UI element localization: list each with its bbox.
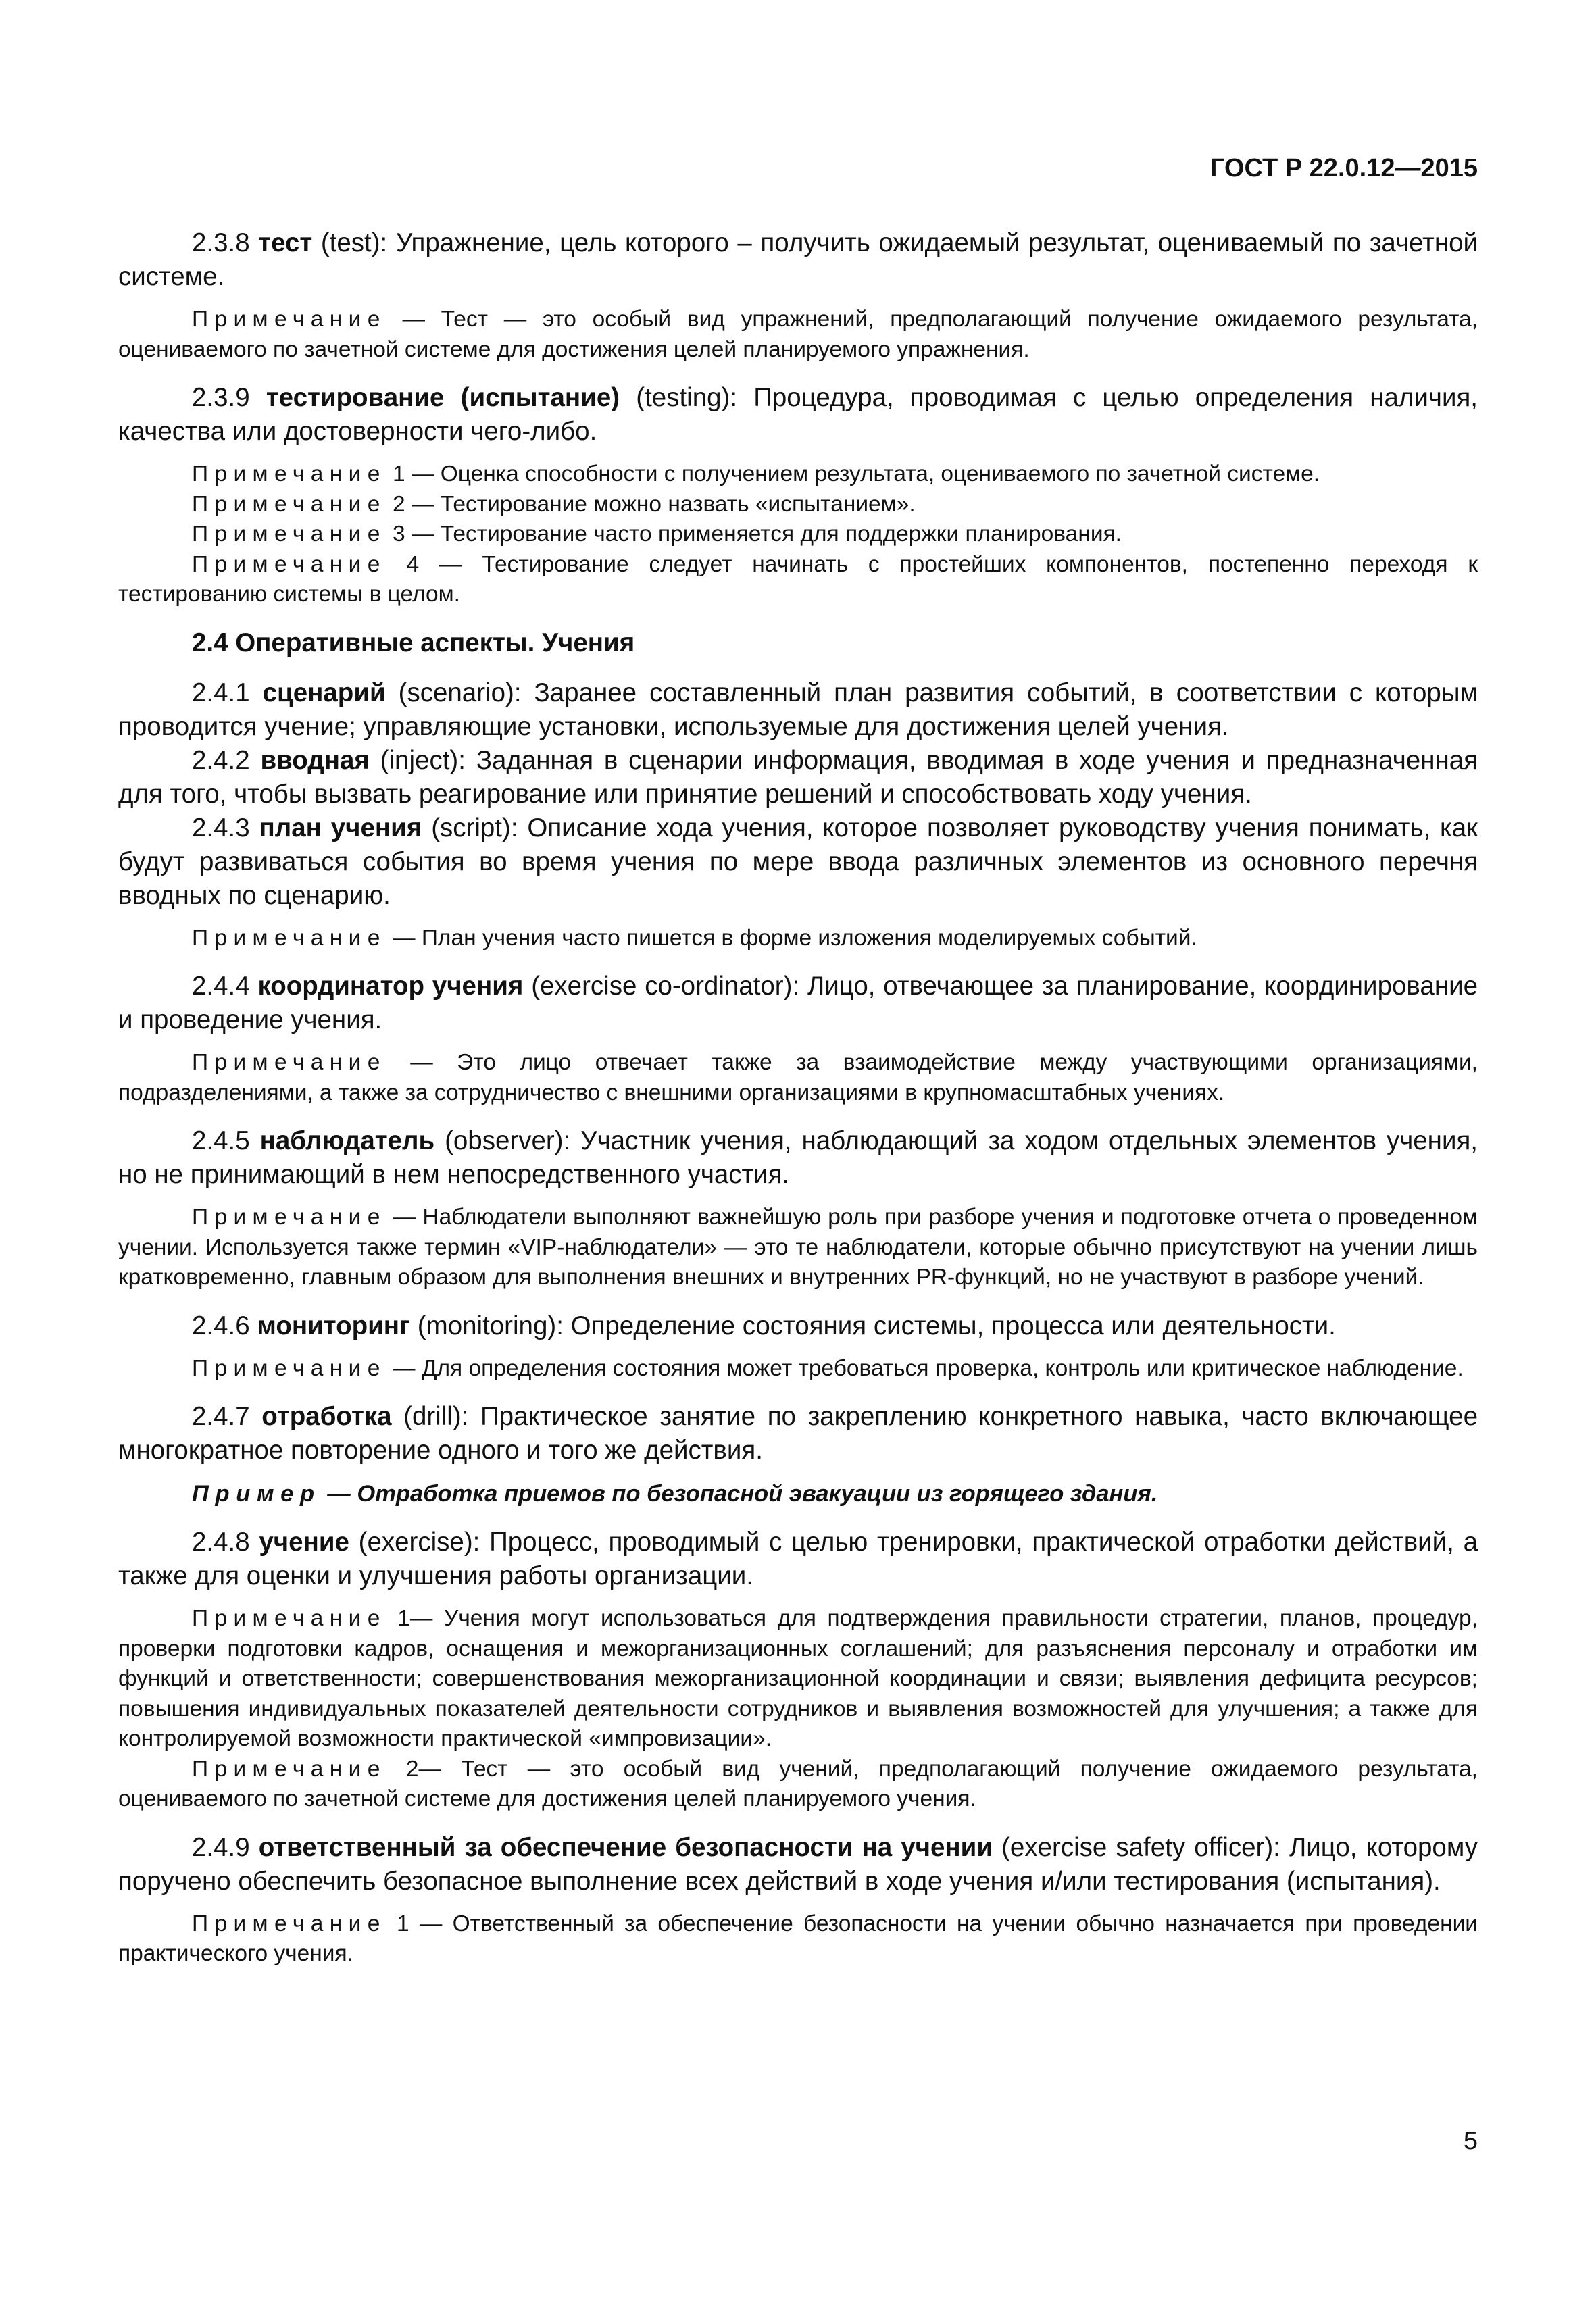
document-code: ГОСТ Р 22.0.12—2015 (1210, 154, 1478, 182)
term-2-4-8: 2.4.8 учение (exercise): Процесс, проводимый с целью тренировки, практической отработки действий, а также для оценки и улучшения работы организации. (118, 1528, 1478, 1590)
page-number: 5 (1463, 2127, 1478, 2155)
note: Примечание — Тест — это особый вид упражнений, предполагающий получение ожидаемого результата, оцениваемого по зачетной системе для достижения целей планируемого упражнения. (118, 307, 1478, 362)
term-title: вводная (260, 745, 370, 775)
note: Примечание — Это лицо отвечает также за взаимодействие между участвующими организациями, подразделениями, а также за сотрудничество с внешними организациями в крупномасштабных учениях. (118, 1050, 1478, 1105)
term-title: отработка (261, 1402, 392, 1431)
term-2-4-5: 2.4.5 наблюдатель (observer): Участник учения, наблюдающий за ходом отдельных элементов учения, но не принимающий в нем непосредственного участия. (118, 1126, 1478, 1189)
term-2-4-2: 2.4.2 вводная (inject): Заданная в сценарии информация, вводимая в ходе учения и предназначенная для того, чтобы вызвать реагирование или принятие решений и способствовать ходу учения. (118, 745, 1478, 809)
note-4: Примечание 4 — Тестирование следует начинать с простейших компонентов, постепенно переходя к тестированию системы в целом. (118, 551, 1478, 607)
note-3: Примечание 3 — Тестирование часто применяется для поддержки планирования. (192, 522, 1122, 547)
note-1: Примечание 1 — Оценка способности с получением результата, оцениваемого по зачетной системе. (192, 461, 1320, 486)
note-2: Примечание 2— Тест — это особый вид учений, предполагающий получение ожидаемого результата, оцениваемого по зачетной системе для достижения целей планируемого учения. (118, 1756, 1478, 1811)
note: Примечание — Наблюдатели выполняют важнейшую роль при разборе учения и подготовке отчета о проведенном учении. Используется также термин «VIP-наблюдатели» — это те наблюдатели, которые обычно присутствуют на учении лишь кратковременно, главным образом для выполнения внешних и внутренних PR-функций, но не участвуют в разборе учений. (118, 1205, 1478, 1290)
term-title: план учения (259, 813, 422, 842)
section-heading: 2.4 Оперативные аспекты. Учения (192, 628, 635, 657)
term-2-4-9: 2.4.9 ответственный за обеспечение безопасности на учении (exercise safety officer): Лицо, которому поручено обеспечить безопасное выполнение всех действий в ходе учения и/или тестирования (испытания). (118, 1832, 1478, 1896)
term-title: мониторинг (257, 1311, 411, 1340)
note: Примечание — Для определения состояния может требоваться проверка, контроль или критическое наблюдение. (192, 1355, 1464, 1381)
term-2-4-6: 2.4.6 мониторинг (monitoring): Определение состояния системы, процесса или деятельности. (192, 1311, 1336, 1340)
note-2: Примечание 2 — Тестирование можно назвать «испытанием». (192, 491, 916, 517)
term-2-3-9: 2.3.9 тестирование (испытание) (testing): Процедура, проводимая с целью определения наличия, качества или достоверности чего-либо. (118, 383, 1478, 446)
term-title: ответственный за обеспечение безопасности на учении (258, 1832, 993, 1862)
term-2-4-1: 2.4.1 сценарий (scenario): Заранее составленный план развития событий, в соответствии с которым проводится учение; управляющие установки, используемые для достижения целей учения. (118, 678, 1478, 741)
term-title: сценарий (262, 678, 386, 707)
term-title: наблюдатель (259, 1126, 435, 1155)
term-2-3-8: 2.3.8 тест (test): Упражнение, цель которого – получить ожидаемый результат, оцениваемый по зачетной системе. (118, 228, 1478, 291)
term-title: координатор учения (257, 972, 524, 1001)
note-1: Примечание 1— Учения могут использоваться для подтверждения правильности стратегии, планов, процедур, проверки подготовки кадров, оснащения и межорганизационных соглашений; для разъяснения персоналу и отработки им функций и ответственности; совершенствования межорганизационной координации и связи; выявления дефицита ресурсов; повышения индивидуальных показателей деятельности сотрудников и выявления возможностей для улучшения; а также для контролируемой возможности практической «импровизации». (118, 1606, 1478, 1751)
term-2-4-7: 2.4.7 отработка (drill): Практическое занятие по закреплению конкретного навыка, часто включающее многократное повторение одного и того же действия. (118, 1402, 1478, 1465)
note-1: Примечание 1 — Ответственный за обеспечение безопасности на учении обычно назначается при проведении практического учения. (118, 1911, 1478, 1966)
example: Пример — Отработка приемов по безопасной эвакуации из горящего здания. (192, 1481, 1158, 1507)
term-title: тестирование (испытание) (266, 383, 620, 412)
term-2-4-4: 2.4.4 координатор учения (exercise co-ordinator): Лицо, отвечающее за планирование, координирование и проведение учения. (118, 972, 1478, 1034)
document-body (118, 226, 1478, 1969)
term-title: учение (259, 1528, 349, 1557)
term-2-4-3: 2.4.3 план учения (script): Описание хода учения, которое позволяет руководству учения понимать, как будут развиваться события во время учения по мере ввода различных элементов из основного перечня вводных по сценарию. (118, 813, 1478, 910)
term-title: тест (258, 228, 313, 257)
note: Примечание — План учения часто пишется в форме изложения моделируемых событий. (192, 925, 1197, 951)
